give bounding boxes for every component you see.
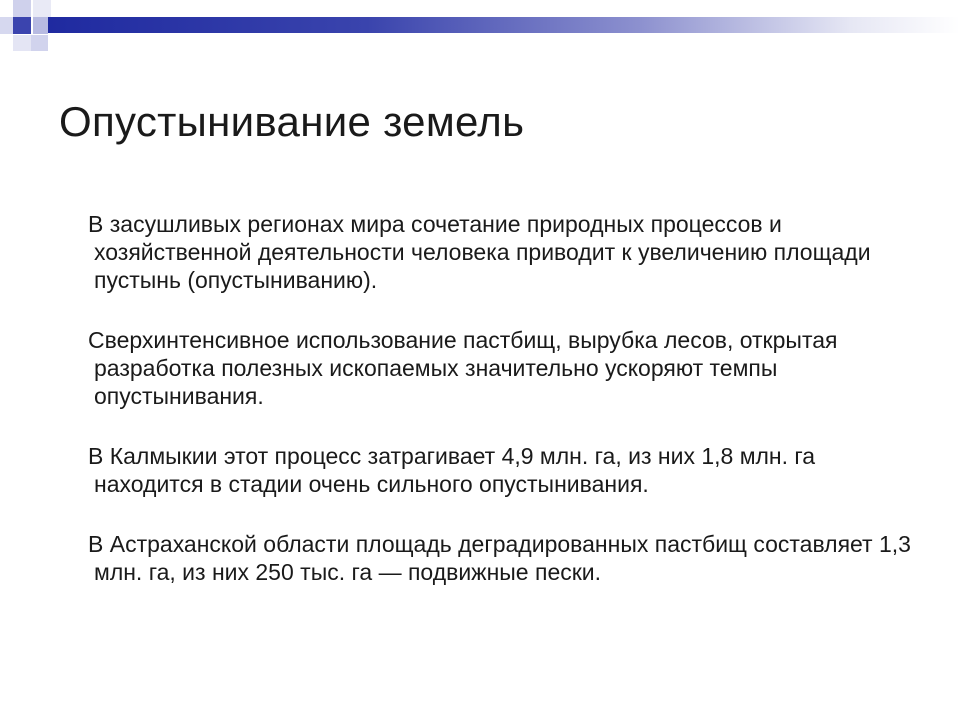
bullet-item bbox=[78, 210, 918, 294]
bullet-text: В Астраханской области площадь деградированных пастбищ составляет 1,3 млн. га, из них 250 тыс. га — подвижные пески. bbox=[88, 531, 911, 585]
bullet-text: В Калмыкии этот процесс затрагивает 4,9 млн. га, из них 1,8 млн. га находится в стадии очень сильного опустынивания. bbox=[88, 443, 816, 497]
header-gradient-bar bbox=[48, 17, 960, 33]
bullet-text: В засушливых регионах мира сочетание природных процессов и хозяйственной деятельности человека приводит к увеличению площади пустынь (опустыниванию). bbox=[88, 211, 871, 293]
bullet-item bbox=[78, 326, 918, 410]
bullet-text: Сверхинтенсивное использование пастбищ, вырубка лесов, открытая разработка полезных ископаемых значительно ускоряют темпы опустынивания. bbox=[88, 327, 838, 409]
decor-square bbox=[31, 35, 48, 51]
decor-square bbox=[33, 0, 51, 18]
decor-square bbox=[13, 35, 31, 51]
decor-square bbox=[13, 0, 31, 18]
slide-title: Опустынивание земель bbox=[59, 98, 525, 145]
decor-square bbox=[13, 17, 31, 34]
decor-square bbox=[0, 17, 13, 34]
decor-square bbox=[33, 17, 48, 34]
bullet-item bbox=[78, 530, 918, 586]
bullet-item bbox=[78, 442, 918, 498]
bullet-list bbox=[78, 210, 918, 618]
